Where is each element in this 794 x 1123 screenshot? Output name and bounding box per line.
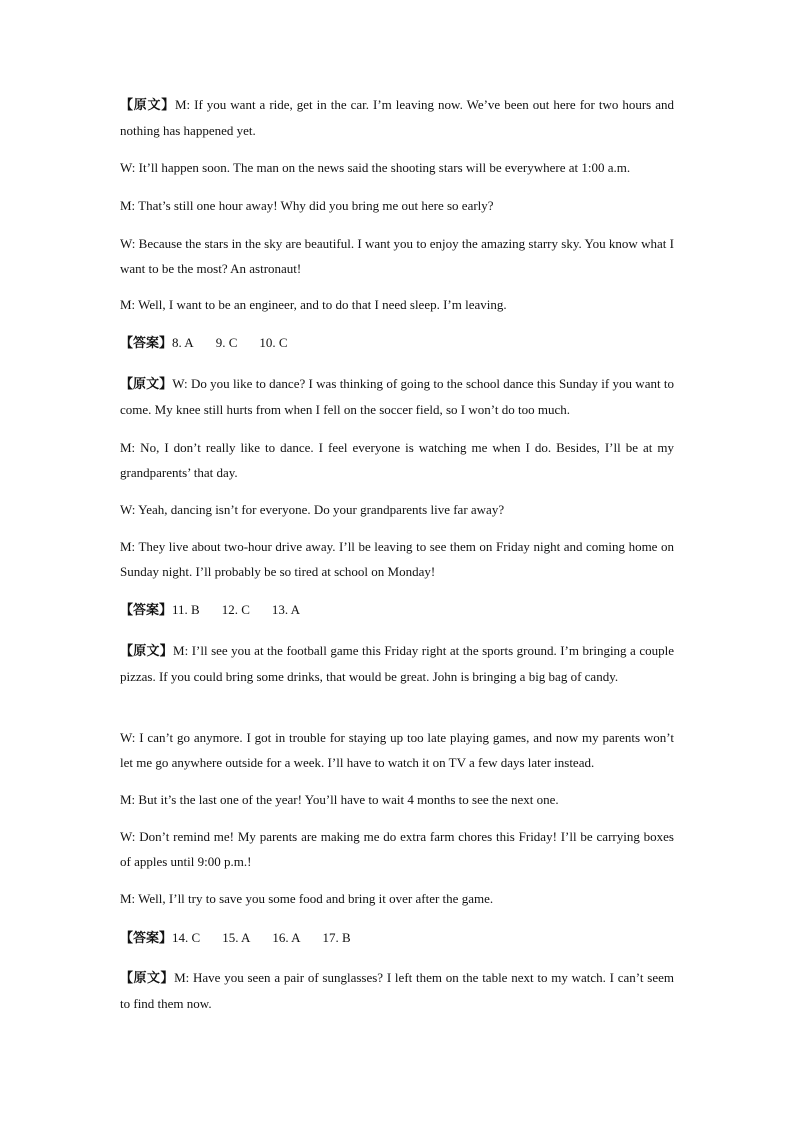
transcript-paragraph: W: It’ll happen soon. The man on the news said the shooting stars will be everywhere at 1:00 a.m. <box>120 160 631 175</box>
transcript-paragraph: M: They live about two-hour drive away. I’ll be leaving to see them on Friday night and coming home on Sunday night. I’ll probably be so tired at school on Monday! <box>120 539 674 579</box>
transcript-text: M: Have you seen a pair of sunglasses? I left them on the table next to my watch. I can’t seem to find them now. <box>120 970 674 1011</box>
answer-item: 11. B <box>172 602 200 617</box>
transcript-paragraph: W: Don’t remind me! My parents are making me do extra farm chores this Friday! I’ll be carrying boxes of apples until 9:00 p.m.! <box>120 829 674 869</box>
transcript-paragraph: W: Because the stars in the sky are beautiful. I want you to enjoy the amazing starry sky. You know what I want to be the most? An astronaut! <box>120 236 674 276</box>
answer-item: 15. A <box>222 930 251 945</box>
transcript-text: M: If you want a ride, get in the car. I’m leaving now. We’ve been out here for two hours and nothing has happened yet. <box>120 97 674 138</box>
answer-tag: 【答案】 <box>120 336 173 351</box>
transcript-paragraph: W: I can’t go anymore. I got in trouble for staying up too late playing games, and now my parents won’t let me go anywhere outside for a week. I’ll have to watch it on TV a few days later instead. <box>120 730 674 770</box>
answer-item: 8. A <box>172 335 194 350</box>
source-tag: 【原文】 <box>120 971 175 986</box>
answer-item: 13. A <box>271 602 301 617</box>
answer-tag: 【答案】 <box>120 931 173 946</box>
answer-item: 17. B <box>322 930 351 945</box>
transcript-paragraph: M: But it’s the last one of the year! You’ll have to wait 4 months to see the next one. <box>120 792 559 807</box>
transcript-paragraph <box>120 965 674 1016</box>
answer-item: 10. C <box>259 335 288 350</box>
transcript-paragraph: M: Well, I’ll try to save you some food and bring it over after the game. <box>120 891 494 906</box>
transcript-text: M: I’ll see you at the football game this Friday right at the sports ground. I’m bringing a couple pizzas. If you could bring some drinks, that would be great. John is bringing a big bag of candy. <box>120 643 674 684</box>
transcript-paragraph: M: Well, I want to be an engineer, and to do that I need sleep. I’m leaving. <box>120 297 507 312</box>
answer-item: 12. C <box>221 602 250 617</box>
answer-tag: 【答案】 <box>120 603 173 618</box>
answer-item: 16. A <box>272 930 301 945</box>
source-tag: 【原文】 <box>120 98 175 113</box>
source-tag: 【原文】 <box>120 377 173 392</box>
transcript-text: W: Do you like to dance? I was thinking of going to the school dance this Sunday if you want to come. My knee still hurts from when I fell on the soccer field, so I won’t do too much. <box>120 376 674 417</box>
transcript-paragraph <box>120 638 674 689</box>
answer-line <box>120 925 351 951</box>
transcript-paragraph: M: That’s still one hour away! Why did you bring me out here so early? <box>120 198 494 213</box>
answer-item: 9. C <box>215 335 238 350</box>
transcript-paragraph <box>120 92 674 143</box>
answer-line <box>120 330 288 356</box>
transcript-paragraph: W: Yeah, dancing isn’t for everyone. Do your grandparents live far away? <box>120 502 505 517</box>
transcript-paragraph: M: No, I don’t really like to dance. I feel everyone is watching me when I do. Besides, I’ll be at my grandparents’ that day. <box>120 440 674 480</box>
source-tag: 【原文】 <box>120 644 174 659</box>
transcript-paragraph <box>120 371 674 422</box>
answer-line <box>120 597 300 623</box>
answer-item: 14. C <box>172 930 201 945</box>
